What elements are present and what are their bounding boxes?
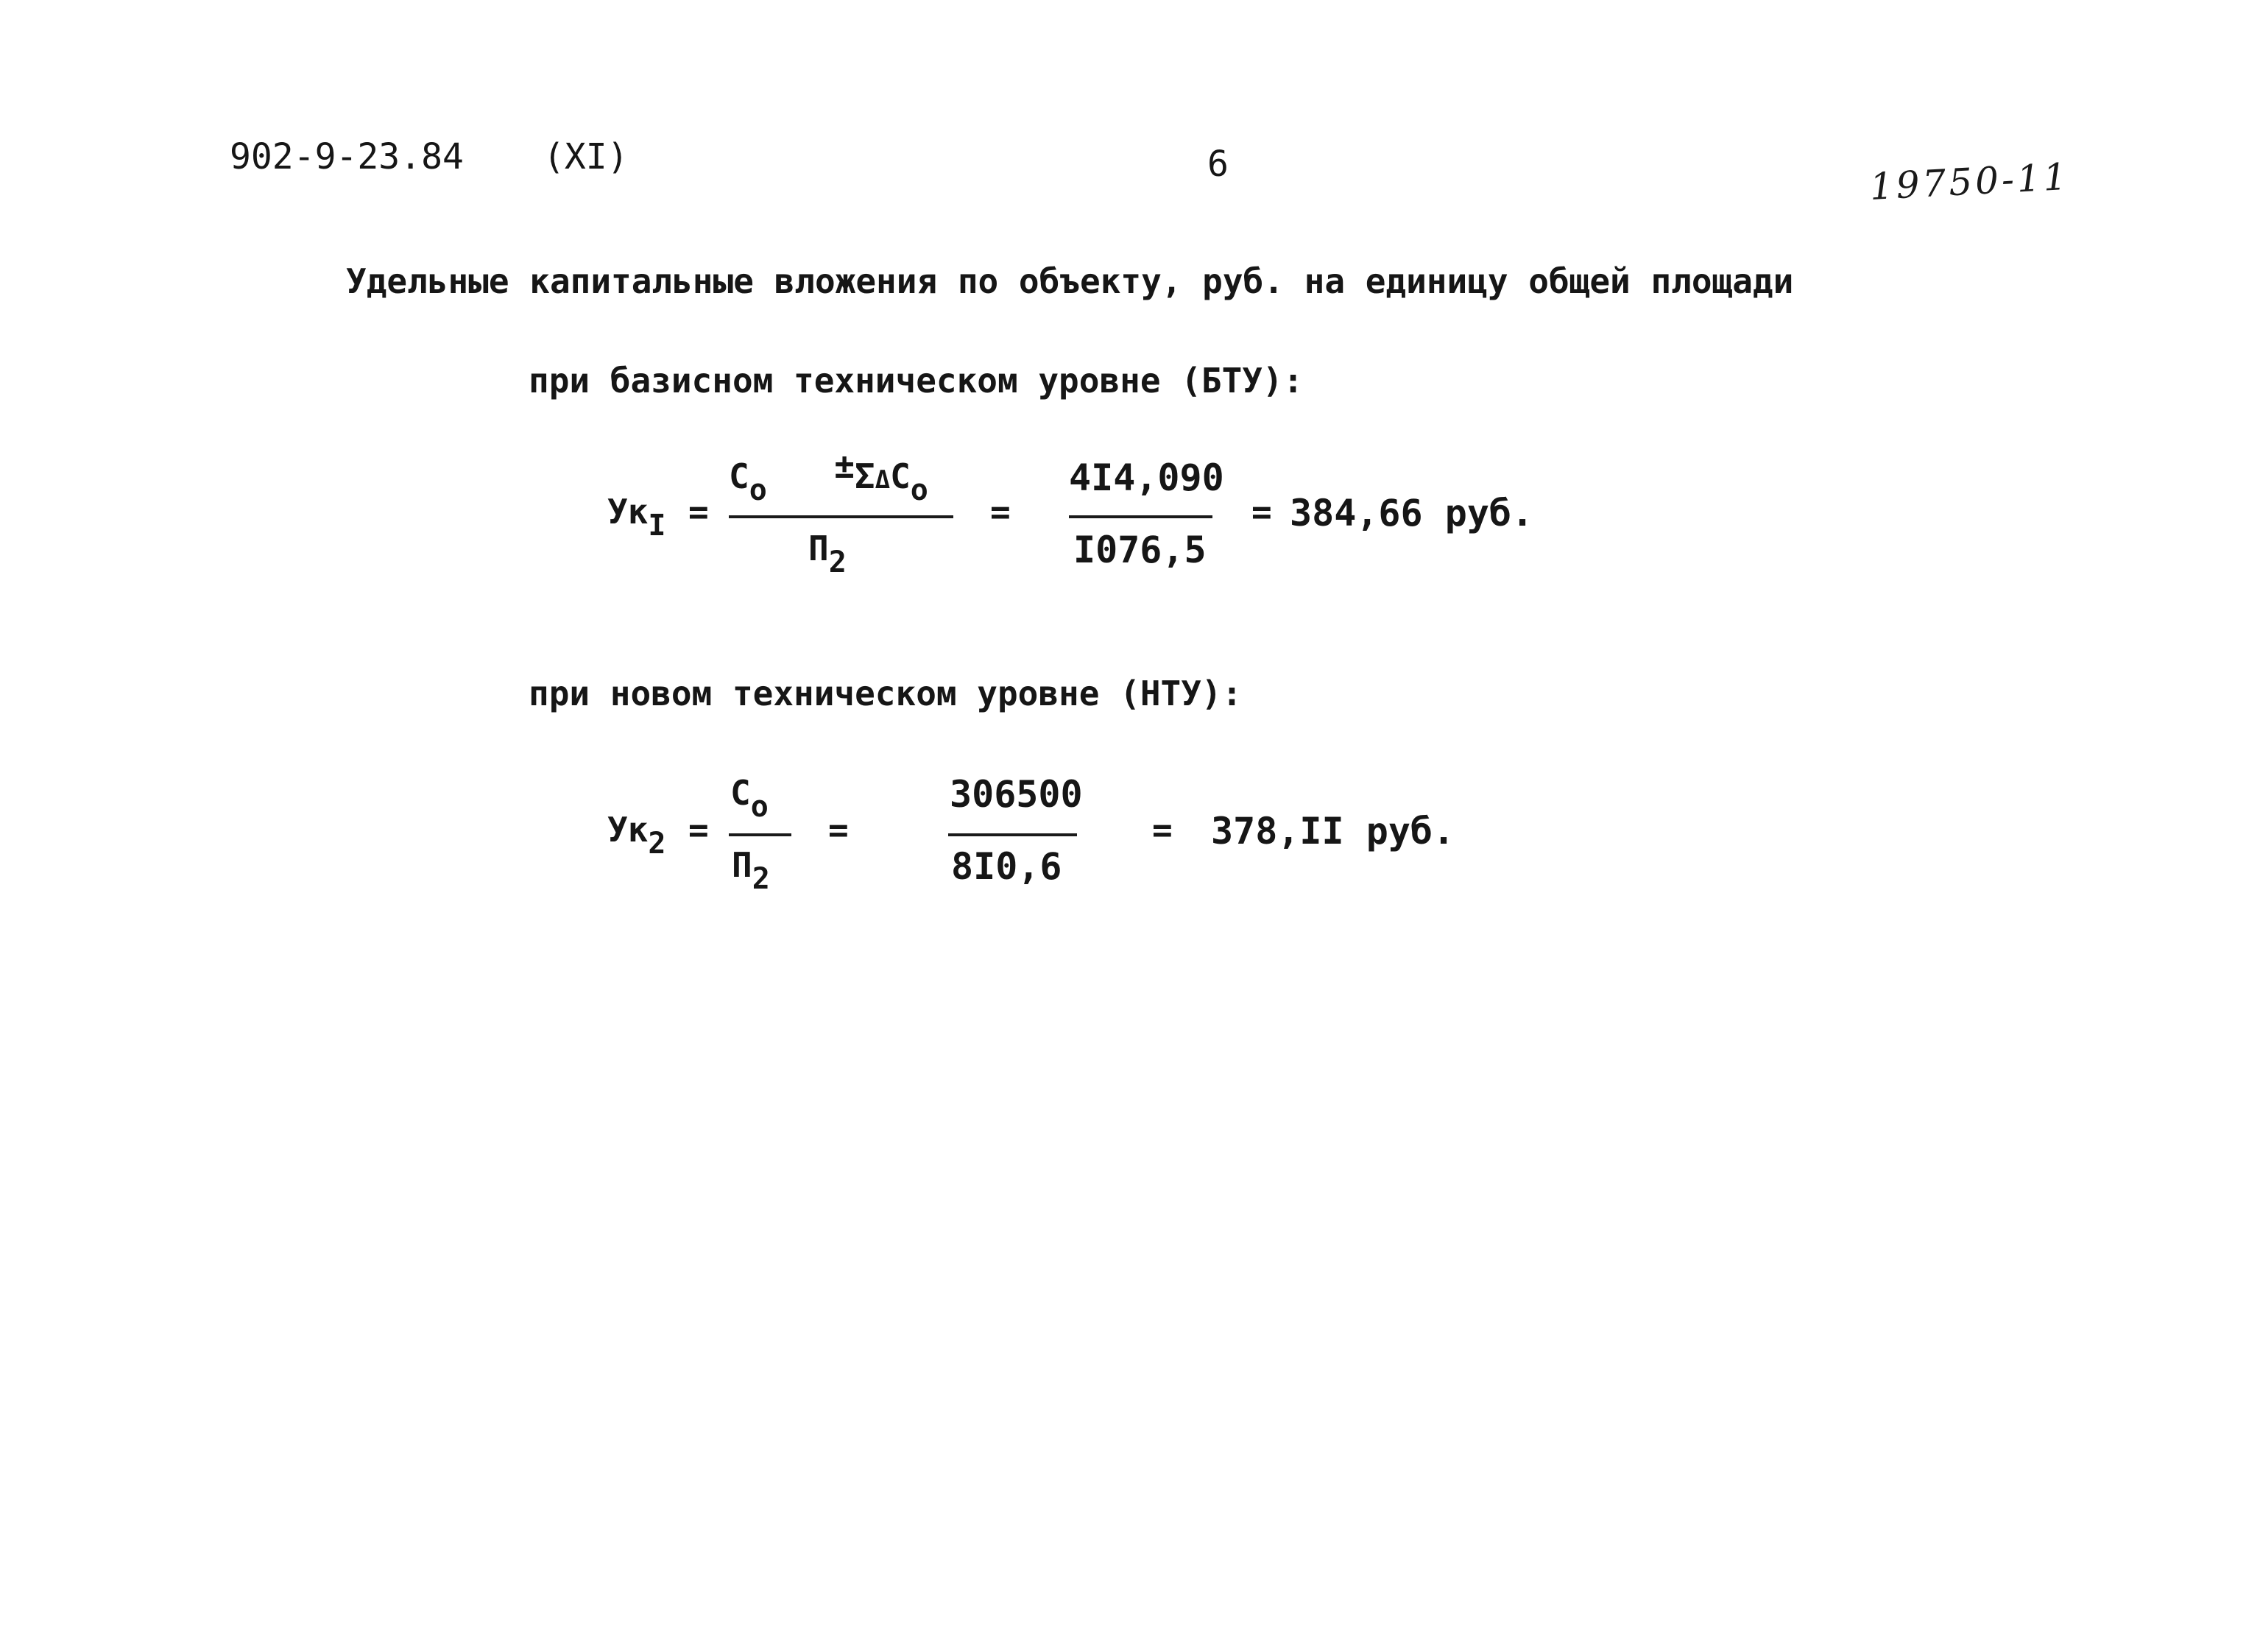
btu-label: при базисном техническом уровне (БТУ): — [529, 361, 1304, 400]
ntu-equals-3: = — [1152, 810, 1173, 850]
ntu-fraction-numerator: $С_о$ — [730, 773, 769, 824]
btu-value-denominator: I076,5 — [1073, 529, 1207, 571]
ntu-fraction-denominator: $П_2$ — [732, 845, 770, 896]
ntu-equals-1: = — [688, 810, 709, 850]
btu-value-bar — [1069, 515, 1212, 518]
handwritten-note: 19750-11 — [1868, 155, 2071, 208]
ntu-value-numerator: 306500 — [950, 773, 1083, 816]
ntu-lhs: $Ук_2$ — [607, 810, 666, 861]
btu-fraction-bar — [729, 515, 953, 518]
btu-equals-2: = — [990, 492, 1011, 532]
btu-equals-1: = — [688, 492, 709, 532]
document-code: 902-9-23.84 — [230, 136, 464, 177]
ntu-fraction-bar — [729, 833, 791, 836]
page-heading: Удельные капитальные вложения по объекту, руб. на единицу общей площади — [346, 261, 1794, 301]
btu-lhs: $Ук_I$ — [607, 492, 666, 543]
ntu-label: при новом техническом уровне (НТУ): — [529, 674, 1243, 713]
btu-fraction-numerator: $С_о \pm\Sigma\Delta С_о$ — [729, 446, 928, 507]
btu-equals-3: = — [1251, 492, 1272, 532]
btu-value-numerator: 4I4,090 — [1069, 456, 1224, 499]
ntu-equals-2: = — [828, 810, 849, 850]
page-number: 6 — [1207, 144, 1229, 185]
ntu-result: 378,II руб. — [1211, 810, 1455, 853]
section-number: (XI) — [543, 136, 629, 177]
ntu-value-denominator: 8I0,6 — [951, 845, 1062, 888]
btu-result: 384,66 руб. — [1290, 492, 1534, 534]
btu-fraction-denominator: $П_2$ — [808, 529, 847, 579]
ntu-value-bar — [948, 833, 1077, 836]
